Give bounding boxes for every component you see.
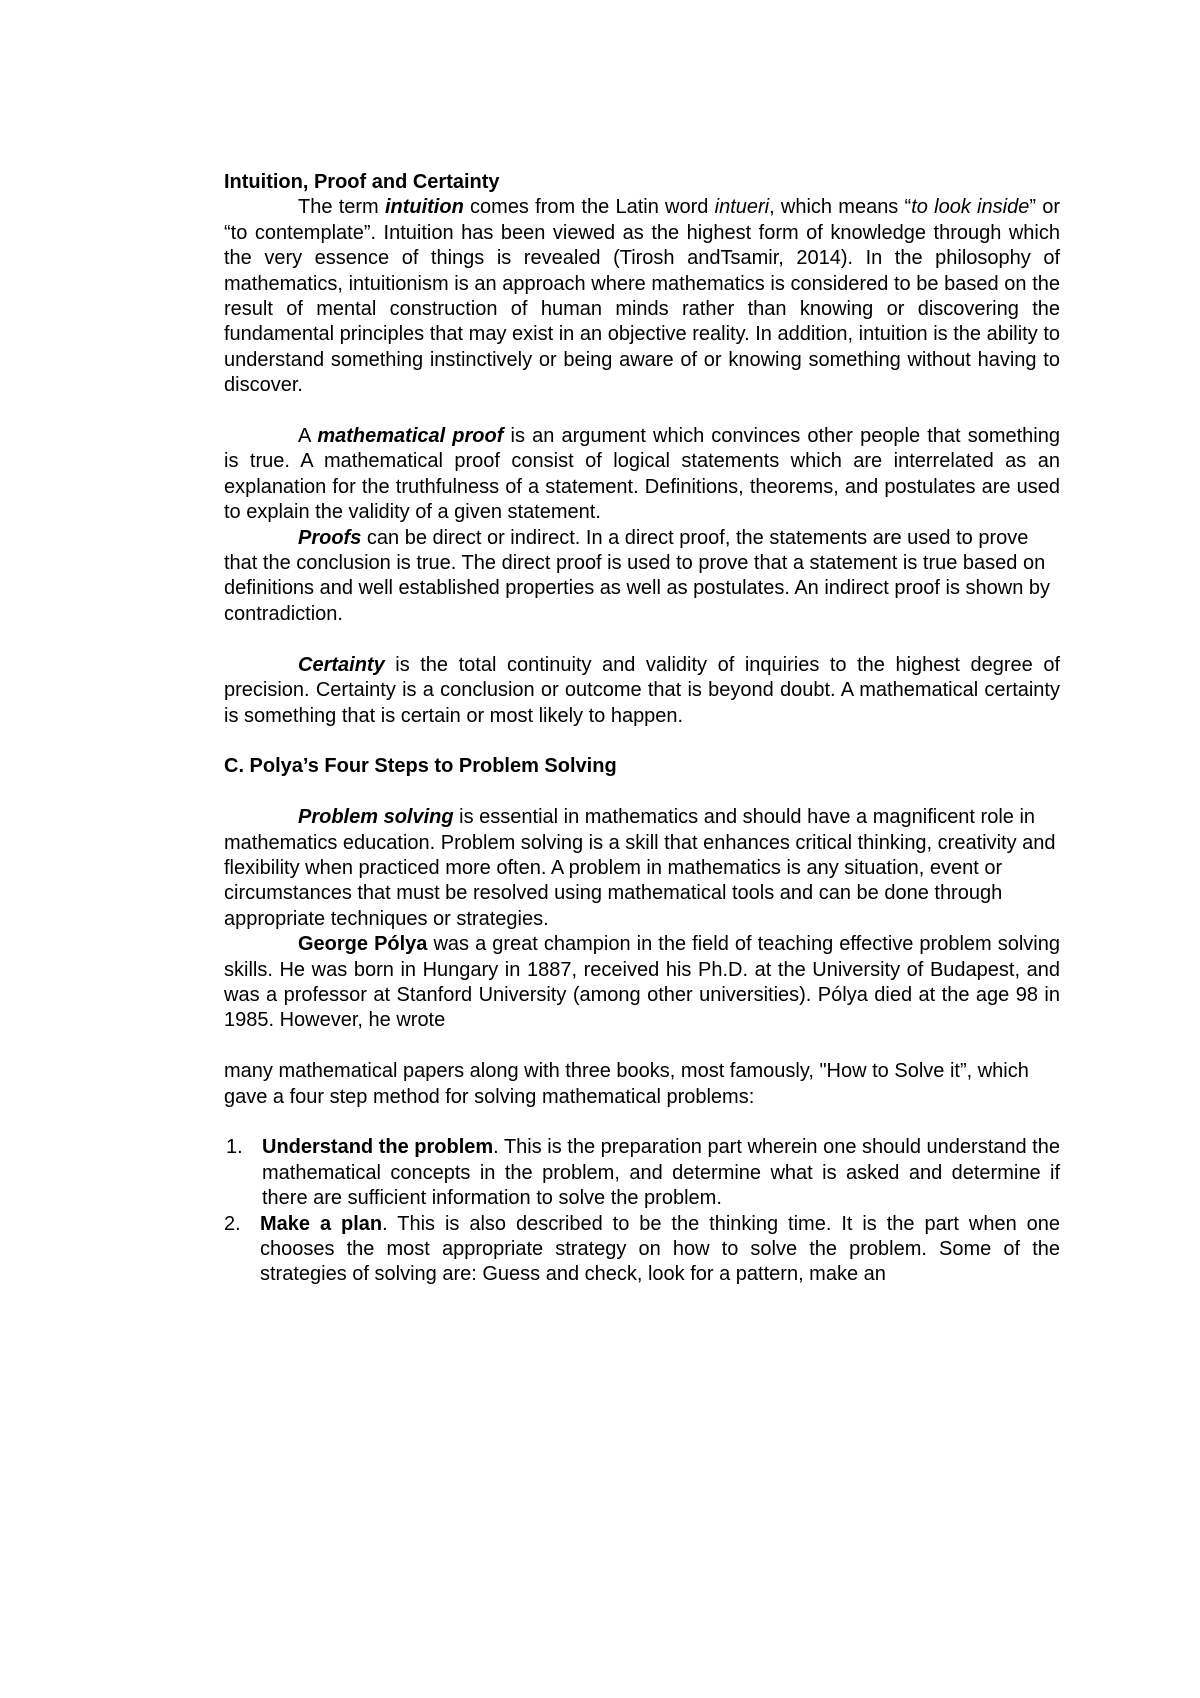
text-run: , which means “ [769,196,912,219]
section-heading-polya: C. Polya’s Four Steps to Problem Solving [224,755,617,778]
list-item [224,1212,1060,1288]
text-run: is essential in mathematics and should have a magnificent role in mathematics education. Problem solving is a skill that enhances critical thinking, creativity and flexibility when practiced more often. A problem in mathematics is any situation, event or circumstances that must be resolved using mathematical tools and can be done through appropriate techniques or strategies. [224,806,1056,930]
spacer [224,780,1060,805]
term-george-polya: George Pólya [298,933,428,956]
text-run: A [298,425,318,448]
list-item [224,1135,1060,1211]
text-run: was a great champion in the field of teaching effective problem solving skills. He was born in Hungary in 1887, received his Ph.D. at the University of Budapest, and was a professor at Stanford University (among other universities). Pólya died at the age 98 in 1985. However, he wrote [224,933,1060,1032]
list-number: 2. [224,1212,241,1235]
step-text: . This is the preparation part wherein one should understand the mathematical concepts in the problem, and determine what is asked and determine if there are sufficient information to solve the problem. [262,1136,1060,1210]
text-run: The term [298,196,385,219]
term-intuition: intuition [384,196,464,219]
text-run: comes from the Latin word [463,196,715,219]
text-run: ” or “to contemplate”. Intuition has been viewed as the highest form of knowledge through which the very essence of things is revealed (Tirosh andTsamir, 2014). In the philosophy of mathematics, intuitionism is an approach where mathematics is considered to be based on the result of mental construction of human minds rather than knowing or discovering the fundamental principles that may exist in an objective reality. In addition, intuition is the ability to understand something instinctively or being aware of or knowing something without having to discover. [224,196,1060,397]
spacer [224,729,1060,754]
term-meaning: to look inside [911,196,1030,219]
paragraph-polya [224,932,1060,1034]
paragraph-continuation: many mathematical papers along with three books, most famously, "How to Solve it”, which gave a four step method for solving mathematical problems: [224,1060,1029,1108]
step-text: . This is also described to be the thinking time. It is the part when one chooses the most appropriate strategy on how to solve the problem. Some of the strategies of solving are: Guess and check, look for a pattern, make an [260,1212,1060,1286]
document-page [224,170,1060,1288]
step-title: Make a plan [260,1212,383,1235]
spacer [224,1034,1060,1059]
term-mathematical-proof: mathematical proof [317,425,504,448]
paragraph-proof [224,424,1060,526]
list-number: 1. [226,1136,243,1159]
section-heading-intuition: Intuition, Proof and Certainty [224,171,500,193]
term-problem-solving: Problem solving [298,806,454,829]
spacer [224,627,1060,652]
paragraph-certainty [224,653,1060,729]
paragraph-proofs [224,526,1060,628]
steps-list [224,1135,1060,1287]
spacer [224,1110,1060,1135]
text-run: can be direct or indirect. In a direct proof, the statements are used to prove that the conclusion is true. The direct proof is used to prove that a statement is true based on definitions and well established properties as well as postulates. An indirect proof is shown by contradiction. [224,526,1051,625]
term-certainty: Certainty [298,653,385,676]
spacer [224,399,1060,424]
term-intueri: intueri [714,196,770,219]
paragraph-intuition [224,195,1060,398]
paragraph-problem-solving [224,805,1060,932]
term-proofs: Proofs [298,526,362,549]
text-run: is an argument which convinces other people that something is true. A mathematical proof consist of logical statements which are interrelated as an explanation for the truthfulness of a statement. Definitions, theorems, and postulates are used to explain the validity of a given statement. [224,425,1060,524]
text-run: is the total continuity and validity of inquiries to the highest degree of precision. Certainty is a conclusion or outcome that is beyond doubt. A mathematical certainty is something that is certain or most likely to happen. [224,653,1060,727]
step-title: Understand the problem [262,1136,494,1159]
